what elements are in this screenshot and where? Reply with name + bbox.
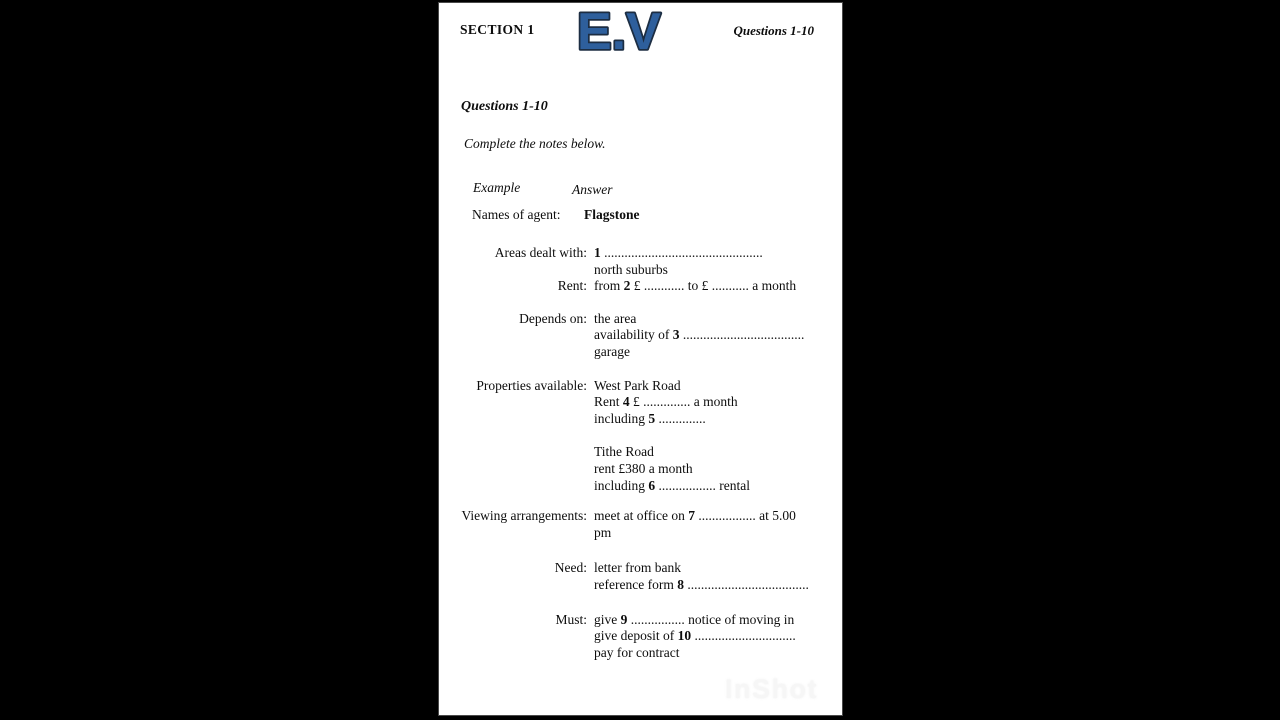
note-text: availability of [594,327,673,343]
example-answer: Flagstone [584,207,640,222]
note-row [439,444,842,494]
note-value [594,245,842,278]
note-label: Need: [554,560,587,576]
note-line [594,444,816,461]
note-row [439,612,842,662]
question-number: 10 [677,628,692,644]
question-number: 5 [648,410,656,426]
note-line [594,262,816,279]
note-text: .............. [655,410,706,426]
question-number: 3 [672,327,680,343]
note-label: Viewing arrangements: [461,508,587,524]
note-label [439,444,587,494]
example-label: Example [473,180,521,195]
note-text: including [594,477,649,493]
note-value [594,278,842,295]
note-label: Properties available: [476,377,587,393]
note-line [594,311,816,328]
note-value [594,612,842,662]
note-text: the area [594,310,637,326]
note-value [594,560,842,593]
note-text: meet at office on [594,508,689,524]
note-label: Areas dealt with: [494,245,587,260]
note-line [594,508,816,541]
section-label: SECTION 1 [460,22,535,37]
example-prompt: Names of agent: [472,207,561,222]
note-text: £ .............. a month [629,394,738,410]
note-line [594,327,816,344]
question-number: 7 [688,508,695,524]
note-label: Must: [555,611,587,627]
note-text: north suburbs [594,261,668,277]
note-line [594,278,816,295]
note-row [439,311,842,361]
note-text: .............................. [691,628,796,644]
note-line [594,560,816,577]
note-line [594,628,816,645]
question-number: 2 [623,278,631,294]
note-row [439,378,842,428]
note-row [439,560,842,593]
note-line [594,612,816,629]
answer-label: Answer [572,182,613,197]
note-text: rent £380 a month [594,460,693,476]
question-number: 8 [677,576,684,592]
note-text: letter from bank [594,560,681,576]
notes-list [439,245,842,661]
note-line [594,245,816,262]
note-line [594,461,816,478]
questions-range-label: Questions 1-10 [733,23,814,38]
note-text: ................. at 5.00 pm [594,508,796,540]
note-row [439,508,842,541]
note-value [594,378,842,428]
note-text: pay for contract [594,644,680,660]
note-text: including [594,410,649,426]
note-text: Tithe Road [594,444,654,460]
note-row [439,245,842,278]
note-line [594,478,816,495]
note-text: reference form [594,576,678,592]
note-value [594,508,842,541]
note-text: give [594,611,621,627]
note-text: give deposit of [594,628,678,644]
note-line [594,411,816,428]
note-line [594,577,816,594]
question-number: 6 [648,477,656,493]
ev-logo-text: E.V [577,3,661,57]
ev-logo [575,3,745,57]
note-text: ................. rental [655,477,750,493]
note-line [594,378,816,395]
note-text: £ ............ to £ ........... a month [630,278,797,294]
note-text: garage [594,343,630,359]
note-text: .................................... [679,327,805,343]
note-text: West Park Road [594,377,681,393]
note-text: Rent [594,394,623,410]
question-number: 9 [620,611,628,627]
question-number: 4 [622,394,630,410]
note-text: ............................................... [600,245,763,260]
questions-title: Questions 1-10 [461,99,548,114]
worksheet-page [438,2,843,716]
note-line [594,645,816,662]
note-text: .................................... [683,576,809,592]
instruction-text: Complete the notes below. [464,136,606,151]
note-label: Rent: [557,278,587,294]
note-line [594,394,816,411]
note-value [594,444,842,494]
inshot-watermark: InShot [725,674,818,704]
note-text: from [594,278,624,294]
example-block [439,180,842,228]
question-number: 1 [594,245,601,260]
note-row [439,278,842,295]
note-line [594,344,816,361]
note-text: ................ notice of moving in [627,611,795,627]
note-value [594,311,842,361]
note-label: Depends on: [519,310,587,326]
